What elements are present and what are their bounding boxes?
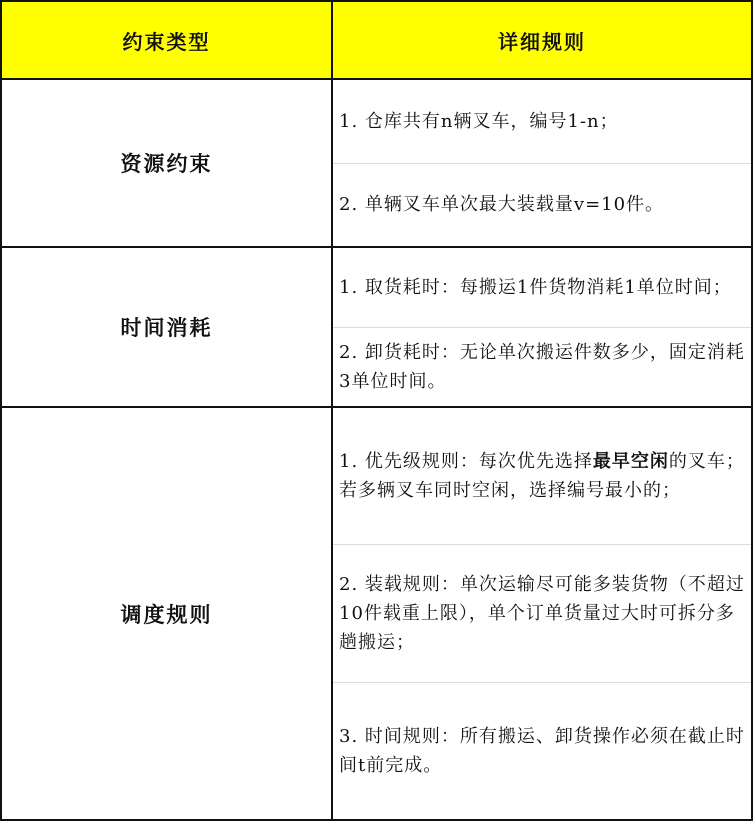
rule-text (339, 447, 745, 505)
rule-item (333, 408, 751, 545)
row-rules-time (333, 248, 751, 408)
rule-text-after: 的叉车；若多辆叉车同时空闲，选择编号最小的； (339, 451, 745, 502)
row-rules-resource (333, 80, 751, 248)
rule-text: 3. 时间规则：所有搬运、卸货操作必须在截止时间t前完成。 (339, 725, 745, 776)
rule-item (333, 545, 751, 682)
rule-item (333, 328, 751, 407)
row-rules-scheduling (333, 408, 751, 819)
rule-text-before: 1. 优先级规则：每次优先选择 (339, 451, 593, 473)
rule-text: 1. 取货耗时：每搬运1件货物消耗1单位时间； (339, 276, 732, 298)
row-type-resource: 资源约束 (2, 80, 333, 248)
rule-text: 2. 单辆叉车单次最大装载量v=10件。 (339, 194, 665, 216)
rule-text: 1. 仓库共有n辆叉车，编号1-n； (339, 110, 619, 132)
rule-item (333, 164, 751, 247)
header-detail-rules: 详细规则 (333, 2, 751, 80)
rule-text: 2. 装载规则：单次运输尽可能多装货物（不超过10件载重上限），单个订单货量过大时可拆分多趟搬运； (339, 573, 745, 653)
row-type-scheduling: 调度规则 (2, 408, 333, 819)
rule-item (333, 80, 751, 164)
rule-item (333, 683, 751, 819)
row-type-time: 时间消耗 (2, 248, 333, 408)
rule-text: 2. 卸货耗时：无论单次搬运件数多少，固定消耗3单位时间。 (339, 341, 745, 392)
rule-text-emphasis: 最早空闲 (592, 451, 669, 473)
rule-item (333, 248, 751, 328)
header-constraint-type: 约束类型 (2, 2, 333, 80)
